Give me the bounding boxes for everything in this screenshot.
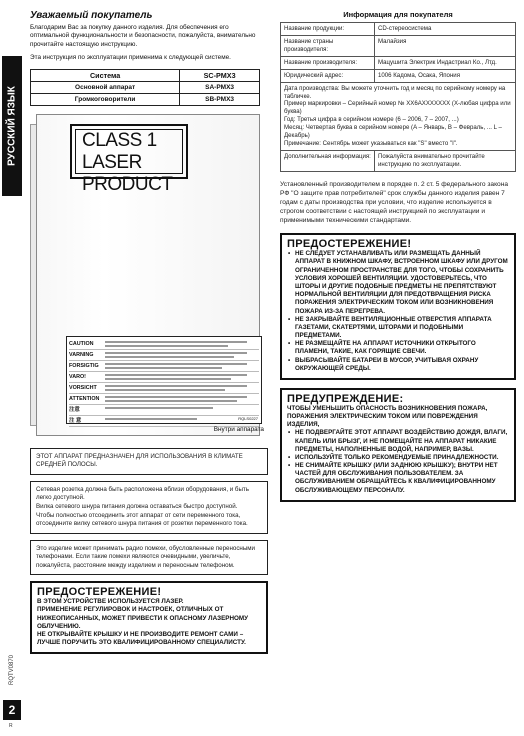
fire-warning-lead: ЧТОБЫ УМЕНЬШИТЬ ОПАСНОСТЬ ВОЗНИКНОВЕНИЯ ПОЖАРА, ПОРАЖЕНИЯ ЭЛЕКТРИЧЕСКИМ ТОКОМ ИЛИ ПОВРЕЖДЕНИЯ ИЗДЕЛИЯ, [287,404,488,429]
caution-key: VARO! [69,373,86,380]
fire-warning-box [280,388,516,502]
info-value: Пожалуйста внимательно прочитайте инструкцию по эксплуатации. [375,150,516,171]
greeting-intro: Благодарим Вас за покупку данного изделия. Для обеспечения его оптимальной функциональности и безопасности, пожалуйста, внимательно прочитайте настоящую инструкцию. [30,24,256,48]
caution-row [69,372,259,383]
list-item: • ИСПОЛЬЗУЙТЕ ТОЛЬКО РЕКОМЕНДУЕМЫЕ ПРИНАДЛЕЖНОСТИ. [287,454,509,462]
ventilation-warning-list [287,250,509,373]
caution-key: VARNING [69,351,94,358]
info-key: Название производителя: [281,56,375,69]
language-label: РУССКИЙ ЯЗЫК [6,86,18,166]
caution-fine-print [105,361,259,371]
left-column [30,10,268,654]
list-item: • ВЫБРАСЫВАЙТЕ БАТАРЕИ В МУСОР, УЧИТЫВАЯ ОХРАНУ ОКРУЖАЮЩЕЙ СРЕДЫ. [287,357,509,373]
laser-warning-box [30,581,268,654]
models-cell: SA-PMX3 [180,81,260,93]
caution-fine-print [105,416,259,426]
corner-mark: R [9,723,13,729]
models-cell: SB-PMX3 [180,93,260,105]
page-number: 2 [3,700,21,720]
fire-warning-title: ПРЕДУПРЕЖДЕНИЕ: [287,392,404,405]
table-row [281,82,516,150]
socket-text-2: Вилка сетевого шнура питания должна оставаться быстро доступной. [36,503,238,510]
climate-text: ЭТОТ АППАРАТ ПРЕДНАЗНАЧЕН ДЛЯ ИСПОЛЬЗОВАНИЯ В КЛИМАТЕ СРЕДНЕЙ ПОЛОСЫ. [36,452,243,469]
ventilation-warning-box [280,233,516,380]
buyer-info-title: Информация для покупателя [343,10,453,19]
production-date-line: Дата производства: Вы можете уточнить год и месяц по серийному номеру на табличке. [284,84,506,100]
laser-warning-line: ПРИМЕНЕНИЕ РЕГУЛИРОВОК И НАСТРОЕК, ОТЛИЧНЫХ ОТ НИЖЕОПИСАННЫХ, МОЖЕТ ПРИВЕСТИ К ОПАСНОМУ ЛАЗЕРНОМУ ОБЛУЧЕНИЮ. [37,606,249,630]
list-item: • НЕ СЛЕДУЕТ УСТАНАВЛИВАТЬ ИЛИ РАЗМЕЩАТЬ ДАННЫЙ АППАРАТ В КНИЖНОМ ШКАФУ, ВСТРОЕННОМ ШКАФУ ИЛИ ДРУГОМ ОГРАНИЧЕННОМ ПРОСТРАНСТВЕ ДЛЯ ТОГО, ЧТОБЫ СОХРАНИТЬ УСЛОВИЯ ХОРОШЕЙ ВЕНТИЛЯЦИИ. УДОСТОВЕРЬТЕСЬ, ЧТО ШТОРЫ И ДРУГИЕ ПОДОБНЫЕ ПРЕДМЕТЫ НЕ ПРЕПЯТСТВУЮТ НОРМАЛЬНОЙ ВЕНТИЛЯЦИИ ДЛЯ ПРЕДОТВРАЩЕНИЯ РИСКА ПОРАЖЕНИЯ ЭЛЕКТРИЧЕСКИМ ТОКОМ ИЛИ ВОЗНИКНОВЕНИЯ ПОЖАРА ИЗ-ЗА ПЕРЕГРЕВА. [287,250,509,315]
caution-key: FORSIGTIG [69,362,99,369]
caution-fine-print [105,394,259,404]
socket-text-1: Сетевая розетка должна быть расположена вблизи оборудования, и быть легко доступной. [36,485,249,502]
laser-warning-title: ПРЕДОСТЕРЕЖЕНИЕ! [37,586,162,599]
info-value: CD-стереосистема [375,23,516,36]
production-date-line: Примечание: Сентябрь может указываться как "S" вместо "I". [284,140,458,148]
caution-fine-print [105,339,259,349]
language-tab [2,56,22,196]
caution-row [69,350,259,361]
caution-row [69,383,259,394]
ventilation-warning-title: ПРЕДОСТЕРЕЖЕНИЕ! [287,238,412,251]
models-header-model: SC-PMX3 [180,69,260,81]
laser-label-line2: LASER PRODUCT [82,151,173,195]
info-key: Название продукции: [281,23,375,36]
caution-fine-print [105,405,259,415]
radio-interference-text: Это изделие может принимать радио помехи, обусловленные переносными телефонами. Если такие помехи являются очевидными, увеличьте, пожалуйста, расстояние между изделием и переносным телефоном. [36,544,255,569]
caution-key: 注意 [69,406,80,413]
production-date-line: Пример маркировки – Серийный номер № XX6AXXXXXXX (X-любая цифра или буква) [284,100,511,116]
radio-interference-box [30,540,268,576]
socket-text-3: Чтобы полностью отсоединить этот аппарат от сети переменного тока, отсоедините вилку сетевого шнура питания от розетки переменного тока. [36,511,248,528]
models-table [30,69,260,106]
greeting-title: Уважаемый покупатель [30,10,153,21]
greeting-applies: Эта инструкция по эксплуатации применима к следующей системе. [30,54,231,62]
page-sidebar [0,0,24,736]
table-row [281,35,516,56]
info-key: Юридический адрес: [281,69,375,82]
table-row [281,23,516,36]
info-value: Мацушита Электрик Индастриал Ко., Лтд. [375,56,516,69]
production-date-cell [281,82,516,150]
caution-fine-print [105,383,259,393]
info-key: Дополнительная информация: [281,150,375,171]
socket-box [30,481,268,534]
service-life-text: Установленный производителем в порядке п. 2 ст. 5 федерального закона РФ "О защите прав потребителей" срок службы данного изделия равен 7 годам с даты производства при условии, что изделие используется в строгом соответствии с настоящей инструкцией по эксплуатации и применимыми техническими стандартами. [280,180,509,225]
caution-row [69,405,259,416]
buyer-info-table [280,22,516,172]
list-item: • НЕ ПОДВЕРГАЙТЕ ЭТОТ АППАРАТ ВОЗДЕЙСТВИЮ ДОЖДЯ, ВЛАГИ, КАПЕЛЬ ИЛИ БРЫЗГ, И НЕ ПОМЕЩАЙТЕ НА АППАРАТ НИКАКИЕ ПРЕДМЕТЫ, НАПОЛНЕННЫЕ ВОДОЙ, НАПРИМЕР, ВАЗЫ. [287,429,509,454]
caution-key: ATTENTION [69,395,100,402]
info-value: Малайзия [375,35,516,56]
table-row [281,69,516,82]
list-item: • НЕ ЗАКРЫВАЙТЕ ВЕНТИЛЯЦИОННЫЕ ОТВЕРСТИЯ АППАРАТА ГАЗЕТАМИ, СКАТЕРТЯМИ, ШТОРАМИ И ПОДОБНЫМИ ПРЕДМЕТАМИ. [287,316,509,341]
caution-label [66,336,262,424]
doc-code-text: RQTV0870 [9,654,15,686]
caution-key: 注 意 [69,417,82,424]
right-column [280,10,516,502]
caution-row [69,394,259,405]
caution-fine-print [105,372,259,382]
caution-fine-print [105,350,259,360]
models-cell: Громкоговорители [31,93,180,105]
caution-row [69,339,259,350]
caution-key: CAUTION [69,340,94,347]
inside-caption: Внутри аппарата [213,425,264,433]
laser-warning-line: В ЭТОМ УСТРОЙСТВЕ ИСПОЛЬЗУЕТСЯ ЛАЗЕР. [37,598,184,606]
models-cell: Основной аппарат [31,81,180,93]
production-date-line: Месяц: Четвертая буква в серийном номере (A – Январь, B – Февраль, ... L – Декабрь) [284,124,502,140]
doc-code [6,635,18,705]
table-row [281,56,516,69]
models-header-row [31,69,260,81]
models-header-system: Система [31,69,180,81]
table-row [31,81,260,93]
laser-class-label [70,124,188,195]
climate-box [30,448,268,475]
laser-label-line1: CLASS 1 [82,129,157,151]
production-date-line: Год: Третья цифра в серийном номере (6 – 2006, 7 – 2007, ...) [284,116,459,124]
fire-warning-list [287,429,509,494]
info-key: Название страны производителя: [281,35,375,56]
caution-key: VORSICHT [69,384,97,391]
laser-warning-line: НЕ ОТКРЫВАЙТЕ КРЫШКУ И НЕ ПРОИЗВОДИТЕ РЕМОНТ САМИ – ЛУЧШЕ ПОРУЧИТЬ ЭТО КВАЛИФИЦИРОВАННОМУ СПЕЦИАЛИСТУ. [37,630,246,647]
list-item: • НЕ СНИМАЙТЕ КРЫШКУ (ИЛИ ЗАДНЮЮ КРЫШКУ); ВНУТРИ НЕТ ЧАСТЕЙ ДЛЯ ОБСЛУЖИВАНИЯ ПОЛЬЗОВАТЕЛЕМ. ЗА ОБСЛУЖИВАНИЕМ ОБРАЩАЙТЕСЬ К КВАЛИФИЦИРОВАННОМУ ОБСЛУЖИВАЮЩЕМУ ПЕРСОНАЛУ. [287,462,509,495]
laser-label-frame [75,129,183,195]
device-illustration [30,114,268,436]
caution-row [69,361,259,372]
table-row [31,93,260,105]
table-row [281,150,516,171]
info-value: 1006 Кадома, Осака, Япония [375,69,516,82]
caution-label-code: RQLS0227 [238,415,258,421]
list-item: • НЕ РАЗМЕЩАЙТЕ НА АППАРАТ ИСТОЧНИКИ ОТКРЫТОГО ПЛАМЕНИ, ТАКИЕ, КАК ГОРЯЩИЕ СВЕЧИ. [287,340,509,356]
